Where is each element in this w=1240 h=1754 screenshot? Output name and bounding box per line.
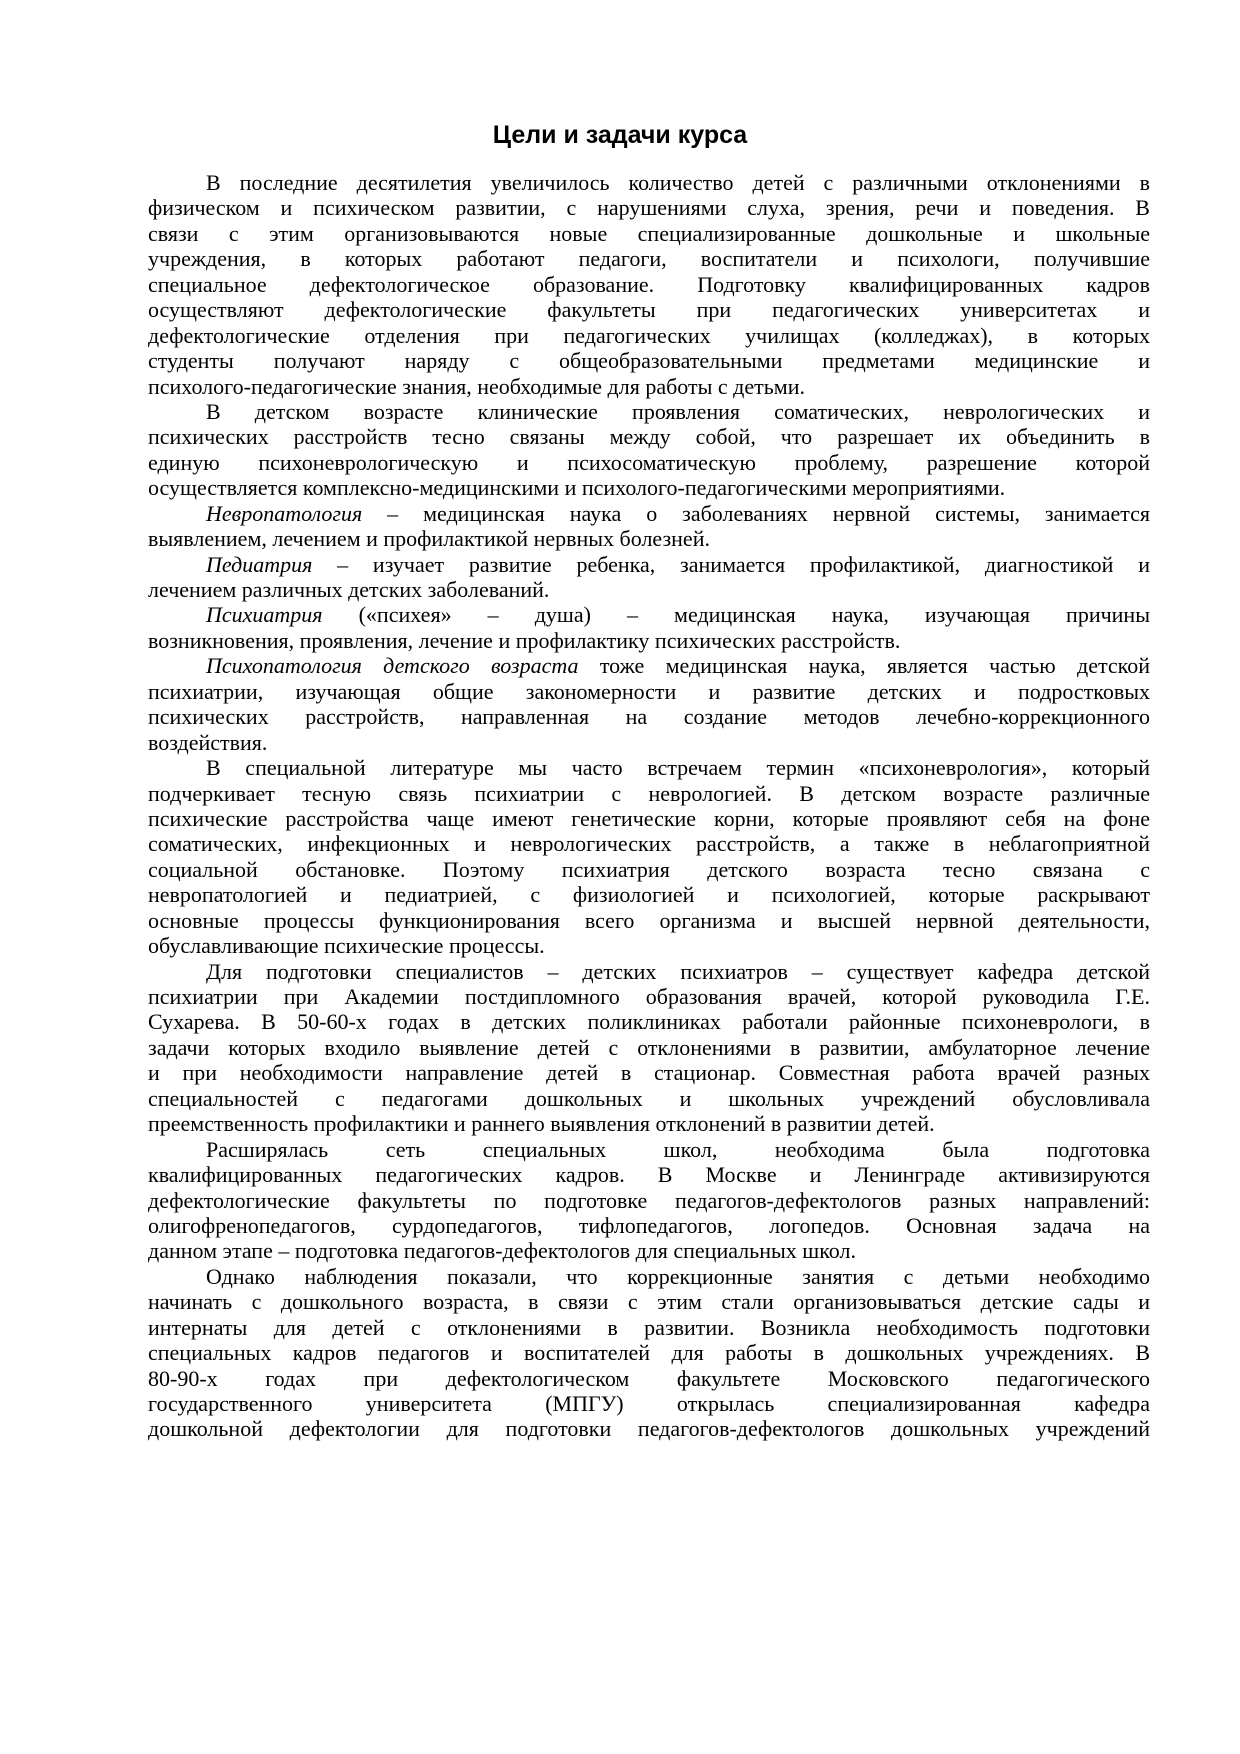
- line-text: дефектологические отделения при педагогических училищах (колледжах), в которых: [148, 322, 1150, 348]
- text-line: [148, 1111, 1150, 1136]
- text-line: [148, 272, 1150, 297]
- line-text: единую психоневрологическую и психосоматическую проблему, разрешение которой: [148, 449, 1150, 475]
- text-line: [148, 1162, 1150, 1187]
- text-line: [148, 1137, 1150, 1162]
- line-text: лечением различных детских заболеваний.: [148, 577, 550, 602]
- text-line: [148, 424, 1150, 449]
- line-text: возникновения, проявления, лечение и профилактику психических расстройств.: [148, 627, 901, 653]
- line-text: – медицинская наука о заболеваниях нервной системы, занимается: [362, 500, 1150, 526]
- text-line: [148, 1238, 1150, 1263]
- paragraph: [148, 170, 1150, 399]
- line-text: связи с этим организовываются новые специализированные дошкольные и школьные: [148, 220, 1150, 246]
- line-text: психические расстройства чаще имеют генетические корни, которые проявляют себя на фоне: [148, 805, 1150, 831]
- text-line: [148, 755, 1150, 780]
- text-line: [148, 348, 1150, 373]
- text-line: [148, 857, 1150, 882]
- text-line: [148, 959, 1150, 984]
- text-line: [148, 1391, 1150, 1416]
- line-text: Сухарева. В 50-60-х годах в детских поликлиниках работали районные психоневрологи, в: [148, 1009, 1150, 1035]
- paragraph: [148, 1137, 1150, 1264]
- line-text: данном этапе – подготовка педагогов-дефектологов для специальных школ.: [148, 1238, 856, 1264]
- paragraph: [148, 959, 1150, 1137]
- line-text: В детском возрасте клинические проявления соматических, неврологических и: [206, 398, 1150, 424]
- text-line: [148, 984, 1150, 1009]
- paragraph: [148, 1264, 1150, 1442]
- text-line: [148, 323, 1150, 348]
- line-text: психиатрии, изучающая общие закономерности и развитие детских и подростковых: [148, 678, 1150, 704]
- line-text: обуславливающие психические процессы.: [148, 933, 545, 959]
- text-line: [148, 1035, 1150, 1060]
- text-line: [148, 399, 1150, 424]
- text-line: [148, 170, 1150, 195]
- line-text: Для подготовки специалистов – детских психиатров – существует кафедра детской: [206, 958, 1150, 984]
- line-text: учреждения, в которых работают педагоги, воспитатели и психологи, получившие: [148, 246, 1150, 272]
- text-line: [148, 246, 1150, 271]
- line-text: специальных кадров педагогов и воспитателей для работы в дошкольных учреждениях. В: [148, 1340, 1150, 1366]
- text-line: [148, 1188, 1150, 1213]
- text-line: [148, 602, 1150, 627]
- line-text: психических расстройств, направленная на создание методов лечебно-коррекционного: [148, 704, 1150, 730]
- paragraph: [148, 399, 1150, 501]
- line-text: 80-90-х годах при дефектологическом факультете Московского педагогического: [148, 1365, 1150, 1391]
- text-line: [148, 1009, 1150, 1034]
- line-text: тоже медицинская наука, является частью детской: [578, 653, 1150, 679]
- paragraph: [148, 552, 1150, 603]
- text-line: [148, 1289, 1150, 1314]
- line-text: задачи которых входило выявление детей с отклонениями в развитии, амбулаторное лечение: [148, 1034, 1150, 1060]
- text-line: [148, 297, 1150, 322]
- text-line: [148, 526, 1150, 551]
- text-line: [148, 831, 1150, 856]
- text-line: [148, 374, 1150, 399]
- text-line: [148, 781, 1150, 806]
- line-text: В специальной литературе мы часто встречаем термин «психоневрология», который: [206, 755, 1150, 781]
- line-text: государственного университета (МПГУ) открылась специализированная кафедра: [148, 1391, 1150, 1416]
- line-text: физическом и психическом развитии, с нарушениями слуха, зрения, речи и поведения. В: [148, 195, 1150, 221]
- text-line: [148, 501, 1150, 526]
- text-line: [148, 577, 1150, 602]
- paragraph: [148, 602, 1150, 653]
- line-text: воздействия.: [148, 729, 268, 755]
- line-text: Расширялась сеть специальных школ, необходима была подготовка: [206, 1136, 1150, 1162]
- text-line: [148, 908, 1150, 933]
- line-text: дошкольной дефектологии для подготовки педагогов-дефектологов дошкольных учреждений: [148, 1416, 1150, 1442]
- text-line: [148, 730, 1150, 755]
- text-line: [148, 195, 1150, 220]
- document-body: [148, 170, 1150, 1442]
- text-line: [148, 450, 1150, 475]
- line-text: соматических, инфекционных и неврологических расстройств, а также в неблагоприятной: [148, 831, 1150, 857]
- line-text: осуществляется комплексно-медицинскими и психолого-педагогическими мероприятиями.: [148, 475, 1006, 501]
- line-text: подчеркивает тесную связь психиатрии с неврологией. В детском возрасте различные: [148, 780, 1150, 806]
- text-line: [148, 653, 1150, 678]
- line-text: преемственность профилактики и раннего выявления отклонений в развитии детей.: [148, 1111, 935, 1137]
- line-text: и при необходимости направление детей в стационар. Совместная работа врачей разных: [148, 1060, 1150, 1086]
- line-text: начинать с дошкольного возраста, в связи с этим стали организовываться детские сады и: [148, 1289, 1150, 1315]
- line-text: олигофренопедагогов, сурдопедагогов, тифлопедагогов, логопедов. Основная задача на: [148, 1212, 1150, 1238]
- text-line: [148, 933, 1150, 958]
- line-text: осуществляют дефектологические факультеты при педагогических университетах и: [148, 297, 1150, 323]
- text-line: [148, 1060, 1150, 1085]
- text-line: [148, 1315, 1150, 1340]
- line-text: («психея» – душа) – медицинская наука, изучающая причины: [322, 602, 1150, 628]
- line-text: психиатрии при Академии постдипломного образования врачей, которой руководила Г.Е.: [148, 984, 1150, 1009]
- line-text: невропатологией и педиатрией, с физиологией и психологией, которые раскрывают: [148, 882, 1150, 908]
- text-line: [148, 1340, 1150, 1365]
- text-line: [148, 704, 1150, 729]
- line-text: В последние десятилетия увеличилось количество детей с различными отклонениями в: [206, 170, 1150, 195]
- defined-term: Невропатология: [206, 500, 363, 526]
- line-text: психолого-педагогические знания, необходимые для работы с детьми.: [148, 373, 805, 399]
- defined-term: Психиатрия: [206, 602, 323, 628]
- text-line: [148, 628, 1150, 653]
- line-text: интернаты для детей с отклонениями в развитии. Возникла необходимость подготовки: [148, 1314, 1150, 1340]
- text-line: [148, 1213, 1150, 1238]
- text-line: [148, 221, 1150, 246]
- text-line: [148, 552, 1150, 577]
- line-text: дефектологические факультеты по подготовке педагогов-дефектологов разных направлений:: [148, 1187, 1150, 1213]
- text-line: [148, 475, 1150, 500]
- paragraph: [148, 755, 1150, 959]
- line-text: квалифицированных педагогических кадров. В Москве и Ленинграде активизируются: [148, 1162, 1150, 1188]
- paragraph: [148, 653, 1150, 755]
- line-text: психических расстройств тесно связаны между собой, что разрешает их объединить в: [148, 424, 1150, 450]
- line-text: специальное дефектологическое образование. Подготовку квалифицированных кадров: [148, 271, 1150, 297]
- defined-term: Психопатология детского возраста: [206, 653, 579, 679]
- text-line: [148, 806, 1150, 831]
- defined-term: Педиатрия: [206, 551, 313, 577]
- text-line: [148, 1416, 1150, 1441]
- line-text: основные процессы функционирования всего организма и высшей нервной деятельности,: [148, 907, 1150, 933]
- paragraph: [148, 501, 1150, 552]
- line-text: социальной обстановке. Поэтому психиатрия детского возраста тесно связана с: [148, 856, 1150, 882]
- text-line: [148, 882, 1150, 907]
- text-line: [148, 1366, 1150, 1391]
- line-text: студенты получают наряду с общеобразовательными предметами медицинские и: [148, 348, 1150, 374]
- page-title: Цели и задачи курса: [492, 120, 748, 149]
- line-text: Однако наблюдения показали, что коррекционные занятия с детьми необходимо: [206, 1263, 1150, 1289]
- text-line: [148, 679, 1150, 704]
- line-text: – изучает развитие ребенка, занимается профилактикой, диагностикой и: [312, 551, 1150, 577]
- line-text: специальностей с педагогами дошкольных и школьных учреждений обусловливала: [148, 1085, 1150, 1111]
- line-text: выявлением, лечением и профилактикой нервных болезней.: [148, 526, 710, 552]
- text-line: [148, 1086, 1150, 1111]
- text-line: [148, 1264, 1150, 1289]
